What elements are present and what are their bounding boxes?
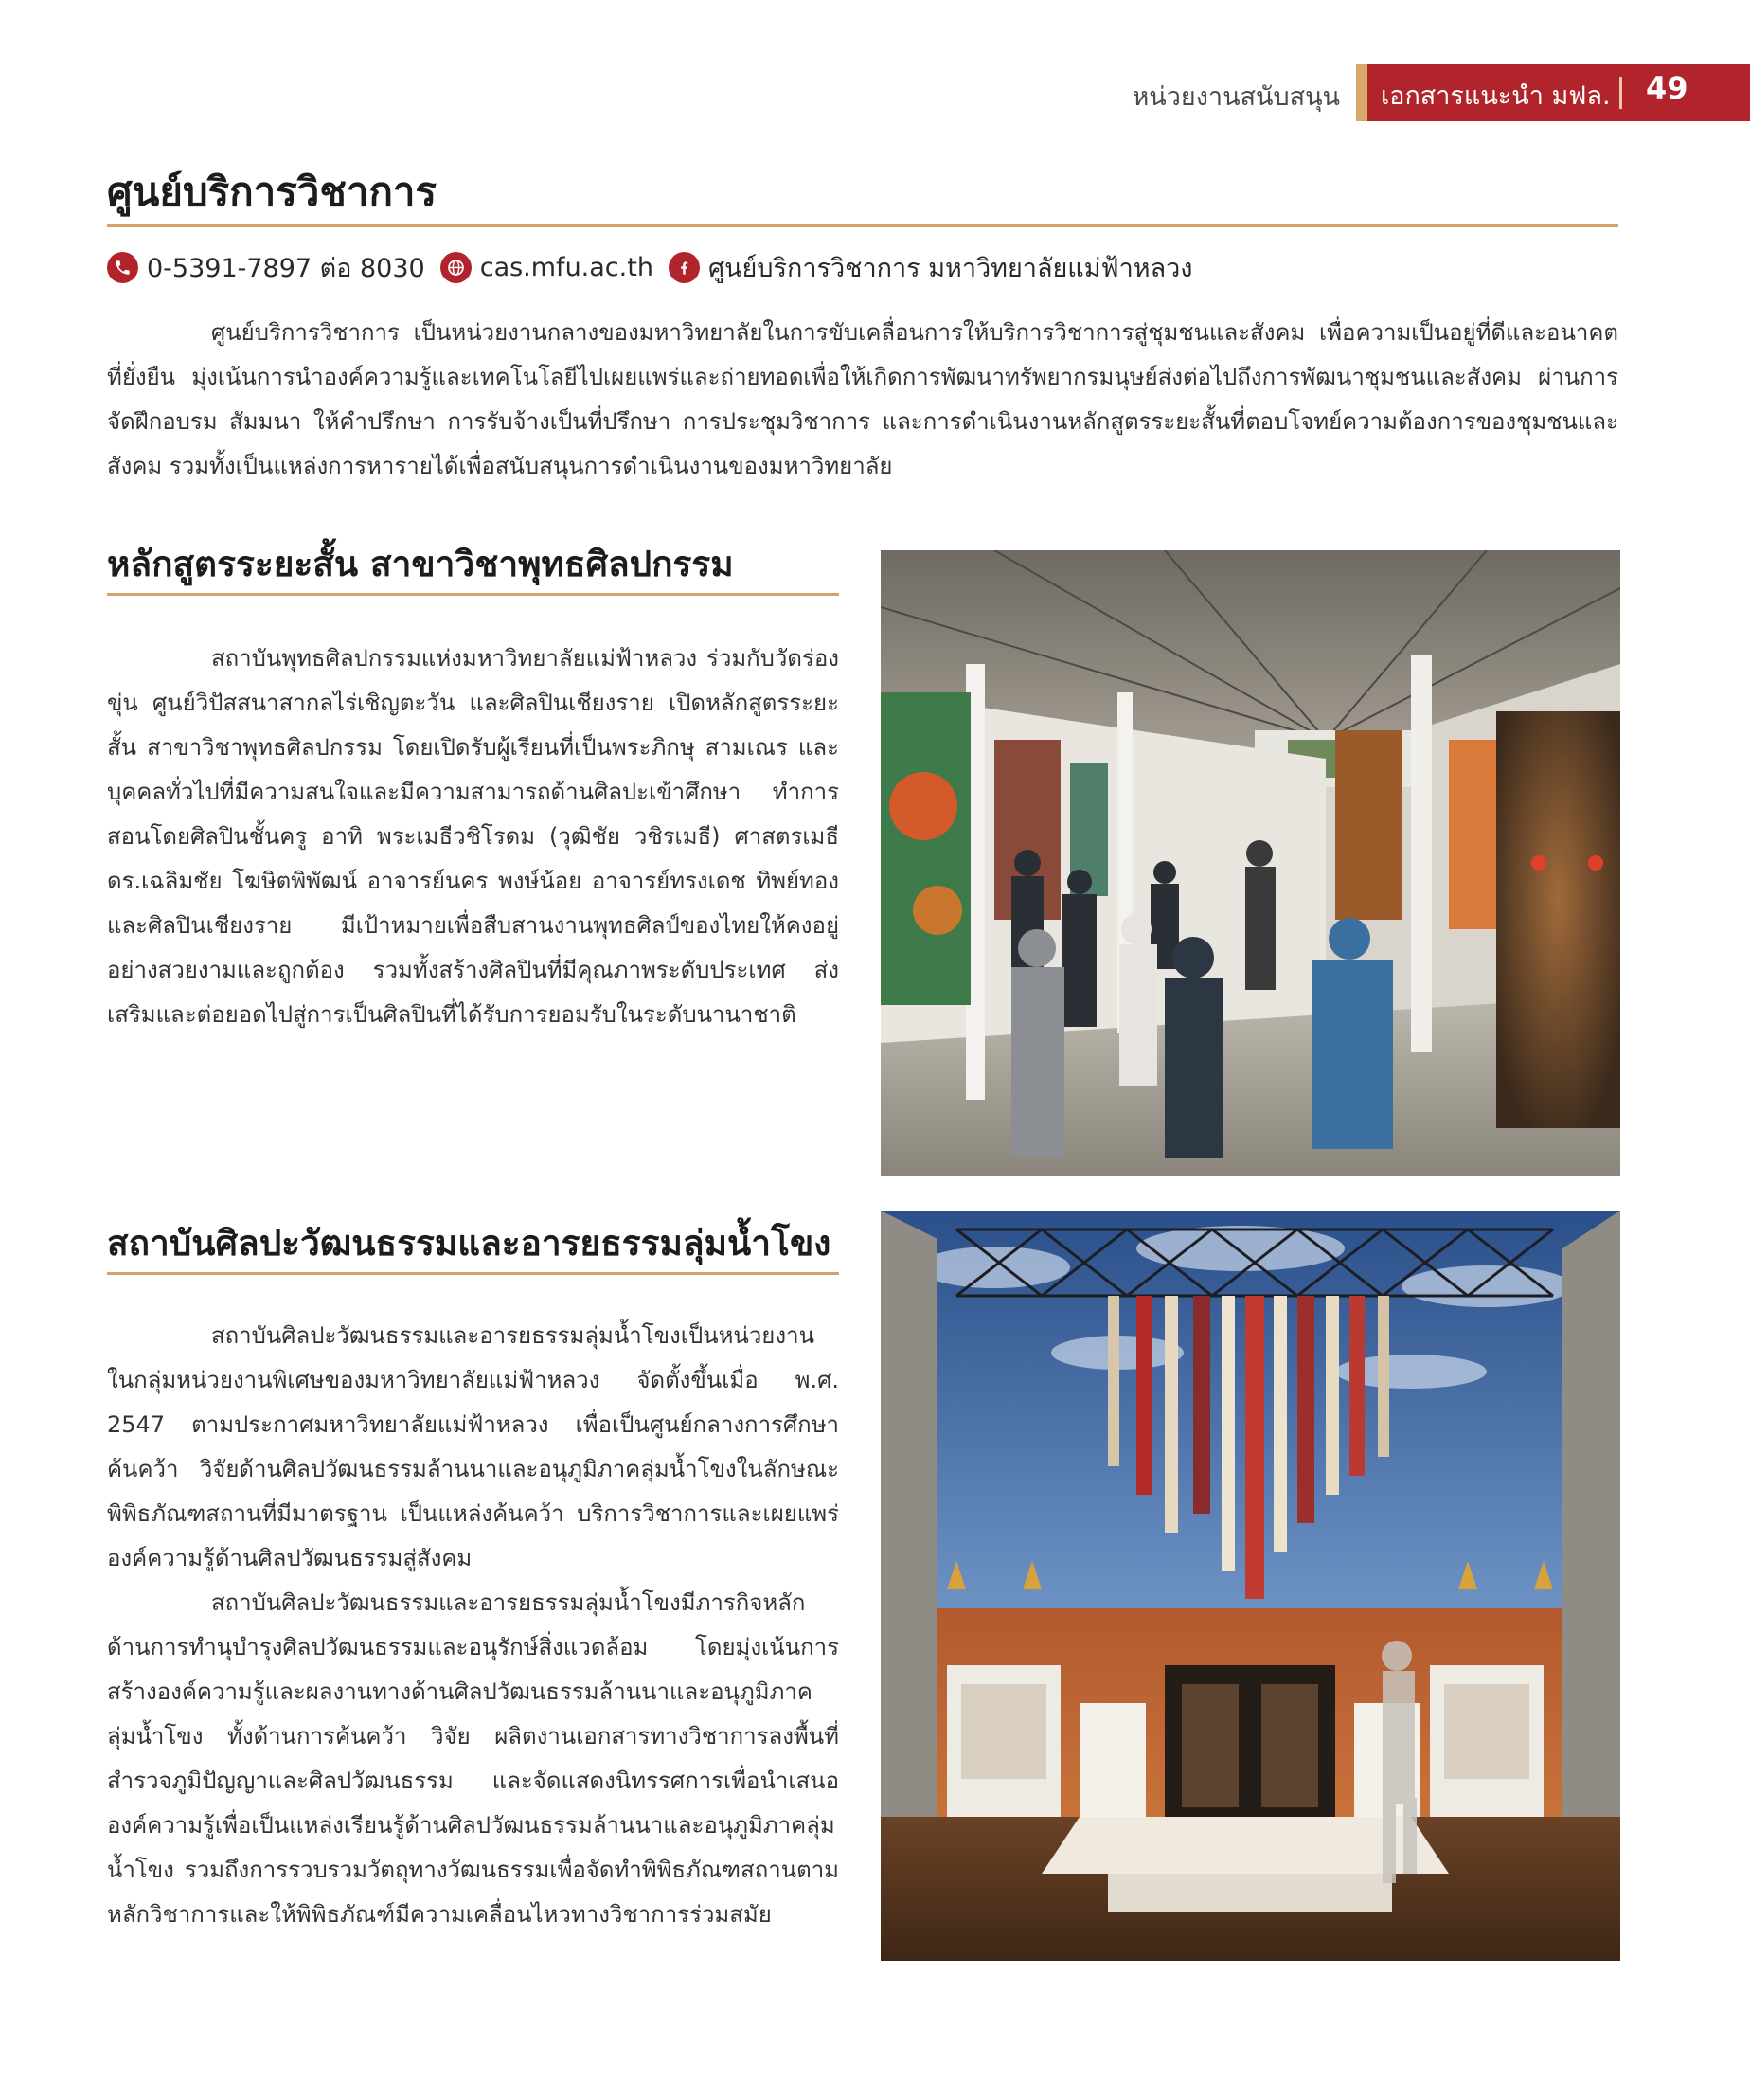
course-body-text: สถาบันพุทธศิลปกรรมแห่งมหาวิทยาลัยแม่ฟ้าหลวง ร่วมกับวัดร่องขุ่น ศูนย์วิปัสสนาสากลไร่เชิญตะวัน และศิลปินเชียงราย เปิดหลักสูตรระยะสั้น สาขาวิชาพุทธศิลปกรรม โดยเปิดรับผู้เรียนที่เป็นพระภิกษุ สามเณร และบุคคลทั่วไปที่มีความสนใจและมีความสามารถด้านศิลปะเข้าศึกษา ทำการสอนโดยศิลปินชั้นครู อาทิ พระเมธีวชิโรดม (วุฒิชัย วชิรเมธี) ศาสตรเมธี ดร.เฉลิมชัย โฆษิตพิพัฒน์ อาจารย์นคร พงษ์น้อย อาจารย์ทรงเดช ทิพย์ทอง และศิลปินเชียงราย มีเป้าหมายเพื่อสืบสานงานพุทธศิลป์ของไทยให้คงอยู่อย่างสวยงามและถูกต้อง รวมทั้งสร้างศิลปินที่มีคุณภาพระดับประเทศ ส่งเสริมและต่อยอดไปสู่การเป็นศิลปินที่ได้รับการยอมรับในระดับนานาชาติ: [107, 645, 839, 1028]
institute-body-1-text: สถาบันศิลปะวัฒนธรรมและอารยธรรมลุ่มน้ำโขงเป็นหน่วยงานในกลุ่มหน่วยงานพิเศษของมหาวิทยาลัยแม่ฟ้าหลวง จัดตั้งขึ้นเมื่อ พ.ศ. 2547 ตามประกาศมหาวิทยาลัยแม่ฟ้าหลวง เพื่อเป็นศูนย์กลางการศึกษา ค้นคว้า วิจัยด้านศิลปวัฒนธรรมล้านนาและอนุภูมิภาคลุ่มน้ำโขงในลักษณะพิพิธภัณฑสถานที่มีมาตรฐาน เป็นแหล่งค้นคว้า บริการวิชาการและเผยแพร่องค์ความรู้ด้านศิลปวัฒนธรรมสู่สังคม: [107, 1322, 839, 1571]
art-gallery-photo: [881, 550, 1620, 1176]
phone-icon: [107, 252, 138, 283]
institute-title-rule: [107, 1272, 839, 1275]
contact-row: [107, 248, 1207, 286]
museum-hall-photo: [881, 1211, 1620, 1961]
center-title: ศูนย์บริการวิชาการ: [107, 169, 438, 215]
header-divider: [1619, 77, 1622, 109]
center-title-rule: [107, 224, 1618, 227]
institute-body-2: [107, 1581, 839, 1937]
running-header: [0, 64, 1750, 121]
header-band-accent: [1356, 64, 1367, 121]
header-band: [1356, 64, 1750, 121]
facebook-page-link[interactable]: ศูนย์บริการวิชาการ มหาวิทยาลัยแม่ฟ้าหลวง: [707, 253, 1193, 283]
institute-body-1: [107, 1314, 839, 1581]
web-icon: [440, 252, 472, 283]
running-section-label: หน่วยงานสนับสนุน: [1132, 82, 1340, 112]
website-link[interactable]: cas.mfu.ac.th: [479, 252, 653, 282]
facebook-icon: [669, 252, 700, 283]
course-title: หลักสูตรระยะสั้น สาขาวิชาพุทธศิลปกรรม: [107, 544, 734, 584]
institute-title: สถาบันศิลปะวัฒนธรรมและอารยธรรมลุ่มน้ำโขง: [107, 1223, 831, 1264]
center-description: [107, 311, 1618, 489]
document-title: เอกสารแนะนำ มฟล.: [1381, 81, 1611, 111]
institute-body-2-text: สถาบันศิลปะวัฒนธรรมและอารยธรรมลุ่มน้ำโขงมีภารกิจหลักด้านการทำนุบำรุงศิลปวัฒนธรรมและอนุรักษ์สิ่งแวดล้อม โดยมุ่งเน้นการสร้างองค์ความรู้และผลงานทางด้านศิลปวัฒนธรรมล้านนาและอนุภูมิภาคลุ่มน้ำโขง ทั้งด้านการค้นคว้า วิจัย ผลิตงานเอกสารทางวิชาการลงพื้นที่สำรวจภูมิปัญญาและศิลปวัฒนธรรม และจัดแสดงนิทรรศการเพื่อนำเสนอองค์ความรู้เพื่อเป็นแหล่งเรียนรู้ด้านศิลปวัฒนธรรมล้านนาและอนุภูมิภาคลุ่มน้ำโขง รวมถึงการรวบรวมวัตถุทางวัฒนธรรมเพื่อจัดทำพิพิธภัณฑสถานตามหลักวิชาการและให้พิพิธภัณฑ์มีความเคลื่อนไหวทางวิชาการร่วมสมัย: [107, 1589, 839, 1928]
page-number: 49: [1646, 70, 1688, 106]
phone-number[interactable]: 0-5391-7897 ต่อ 8030: [147, 253, 425, 283]
course-body: [107, 637, 839, 1037]
course-title-rule: [107, 593, 839, 596]
center-description-text: ศูนย์บริการวิชาการ เป็นหน่วยงานกลางของมหาวิทยาลัยในการขับเคลื่อนการให้บริการวิชาการสู่ชุมชนและสังคม เพื่อความเป็นอยู่ที่ดีและอนาคตที่ยั่งยืน มุ่งเน้นการนำองค์ความรู้และเทคโนโลยีไปเผยแพร่และถ่ายทอดเพื่อให้เกิดการพัฒนาทรัพยากรมนุษย์ส่งต่อไปถึงการพัฒนาชุมชนและสังคม ผ่านการจัดฝึกอบรม สัมมนา ให้คำปรึกษา การรับจ้างเป็นที่ปรึกษา การประชุมวิชาการ และการดำเนินงานหลักสูตรระยะสั้นที่ตอบโจทย์ความต้องการของชุมชนและสังคม รวมทั้งเป็นแหล่งการหารายได้เพื่อสนับสนุนการดำเนินงานของมหาวิทยาลัย: [107, 319, 1618, 479]
